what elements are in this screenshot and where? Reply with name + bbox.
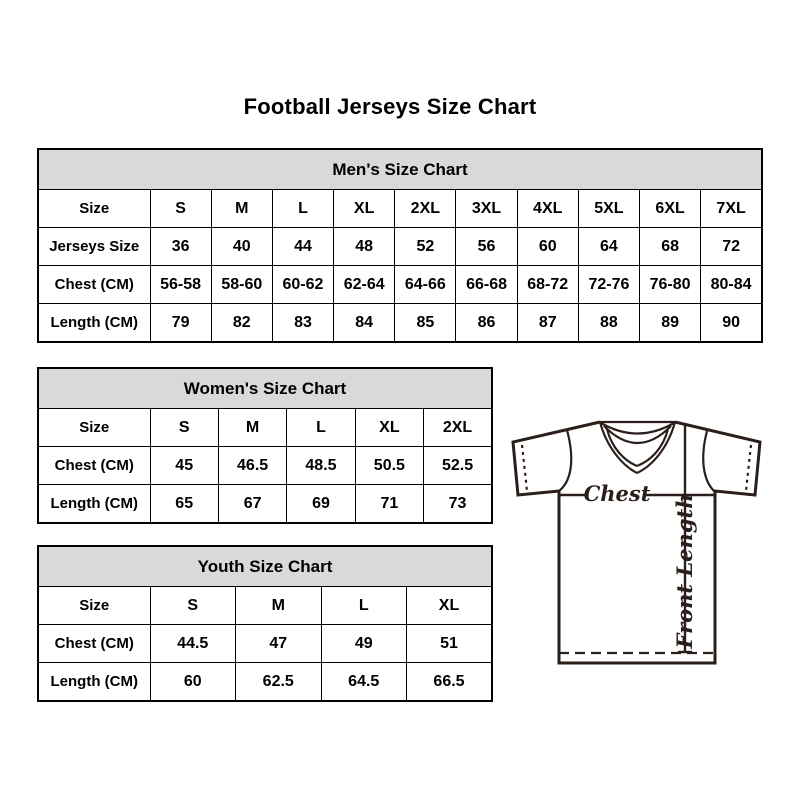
size-cell: 49	[321, 625, 407, 663]
table-row	[38, 587, 492, 625]
size-cell: 82	[211, 304, 272, 343]
size-cell: XL	[355, 409, 423, 447]
size-cell: 86	[456, 304, 517, 343]
row-label: Length (CM)	[38, 304, 150, 343]
row-label: Chest (CM)	[38, 447, 150, 485]
size-cell: 44	[272, 228, 333, 266]
size-cell: 68	[640, 228, 701, 266]
womens-section-title: Women's Size Chart	[38, 368, 492, 409]
youth-size-table	[37, 545, 493, 702]
size-cell: 4XL	[517, 190, 578, 228]
row-label: Length (CM)	[38, 663, 150, 702]
right-armhole-seam	[703, 431, 714, 491]
jersey-collar	[600, 422, 675, 473]
size-cell: 46.5	[218, 447, 286, 485]
size-cell: 52	[395, 228, 456, 266]
row-label: Chest (CM)	[38, 625, 150, 663]
size-cell: L	[287, 409, 355, 447]
size-cell: 66.5	[407, 663, 493, 702]
section-header-row	[38, 368, 492, 409]
size-cell: 71	[355, 485, 423, 524]
size-cell: 58-60	[211, 266, 272, 304]
size-cell: 45	[150, 447, 218, 485]
size-cell: 52.5	[424, 447, 492, 485]
size-cell: 2XL	[424, 409, 492, 447]
size-cell: 62-64	[334, 266, 395, 304]
size-cell: 48.5	[287, 447, 355, 485]
table-row	[38, 304, 762, 343]
table-row	[38, 625, 492, 663]
table-row	[38, 485, 492, 524]
row-label: Chest (CM)	[38, 266, 150, 304]
front-length-measurement	[672, 423, 697, 653]
size-cell: 2XL	[395, 190, 456, 228]
size-cell: 90	[701, 304, 762, 343]
chest-label: Chest	[583, 481, 651, 506]
size-cell: 36	[150, 228, 211, 266]
page-title: Football Jerseys Size Chart	[243, 94, 537, 119]
size-cell: 60-62	[272, 266, 333, 304]
size-cell: 72	[701, 228, 762, 266]
size-cell: 48	[334, 228, 395, 266]
size-cell: S	[150, 587, 236, 625]
size-cell: 3XL	[456, 190, 517, 228]
jersey-body-outline	[513, 422, 760, 663]
mens-size-table	[37, 148, 763, 343]
mens-size-chart-section	[37, 148, 763, 343]
size-cell: 47	[236, 625, 322, 663]
right-cuff-stitch-line	[746, 445, 751, 491]
size-cell: S	[150, 190, 211, 228]
left-armhole-seam	[559, 430, 571, 491]
size-cell: 73	[424, 485, 492, 524]
size-cell: 62.5	[236, 663, 322, 702]
front-length-label: Front Length	[672, 493, 697, 649]
size-cell: XL	[407, 587, 493, 625]
size-cell: 79	[150, 304, 211, 343]
row-label: Size	[38, 409, 150, 447]
size-cell: 84	[334, 304, 395, 343]
table-row	[38, 409, 492, 447]
table-row	[38, 228, 762, 266]
row-label: Size	[38, 587, 150, 625]
womens-size-chart-section	[37, 367, 493, 524]
row-label: Length (CM)	[38, 485, 150, 524]
size-cell: 67	[218, 485, 286, 524]
row-label: Size	[38, 190, 150, 228]
size-cell: 64-66	[395, 266, 456, 304]
youth-size-chart-section	[37, 545, 493, 702]
table-row	[38, 190, 762, 228]
size-cell: 76-80	[640, 266, 701, 304]
size-cell: 72-76	[578, 266, 639, 304]
size-cell: 69	[287, 485, 355, 524]
size-cell: 87	[517, 304, 578, 343]
size-cell: 51	[407, 625, 493, 663]
size-cell: 60	[517, 228, 578, 266]
jersey-measurement-diagram	[493, 390, 793, 680]
size-cell: 56	[456, 228, 517, 266]
womens-size-table	[37, 367, 493, 524]
size-cell: 44.5	[150, 625, 236, 663]
section-header-row	[38, 149, 762, 190]
size-cell: 68-72	[517, 266, 578, 304]
size-cell: 65	[150, 485, 218, 524]
size-cell: 5XL	[578, 190, 639, 228]
jersey-diagram-svg	[493, 390, 793, 680]
size-cell: XL	[334, 190, 395, 228]
size-cell: 50.5	[355, 447, 423, 485]
size-cell: 6XL	[640, 190, 701, 228]
size-cell: 64.5	[321, 663, 407, 702]
size-cell: 40	[211, 228, 272, 266]
size-cell: 7XL	[701, 190, 762, 228]
size-cell: 66-68	[456, 266, 517, 304]
size-cell: 56-58	[150, 266, 211, 304]
size-cell: 80-84	[701, 266, 762, 304]
youth-section-title: Youth Size Chart	[38, 546, 492, 587]
section-header-row	[38, 546, 492, 587]
row-label: Jerseys Size	[38, 228, 150, 266]
size-cell: 89	[640, 304, 701, 343]
size-cell: M	[218, 409, 286, 447]
size-cell: M	[211, 190, 272, 228]
size-cell: 60	[150, 663, 236, 702]
table-row	[38, 663, 492, 702]
mens-section-title: Men's Size Chart	[38, 149, 762, 190]
size-cell: L	[321, 587, 407, 625]
size-cell: L	[272, 190, 333, 228]
size-cell: S	[150, 409, 218, 447]
size-cell: 85	[395, 304, 456, 343]
table-row	[38, 266, 762, 304]
size-cell: M	[236, 587, 322, 625]
table-row	[38, 447, 492, 485]
size-cell: 83	[272, 304, 333, 343]
size-cell: 88	[578, 304, 639, 343]
size-cell: 64	[578, 228, 639, 266]
left-cuff-stitch-line	[522, 445, 527, 491]
